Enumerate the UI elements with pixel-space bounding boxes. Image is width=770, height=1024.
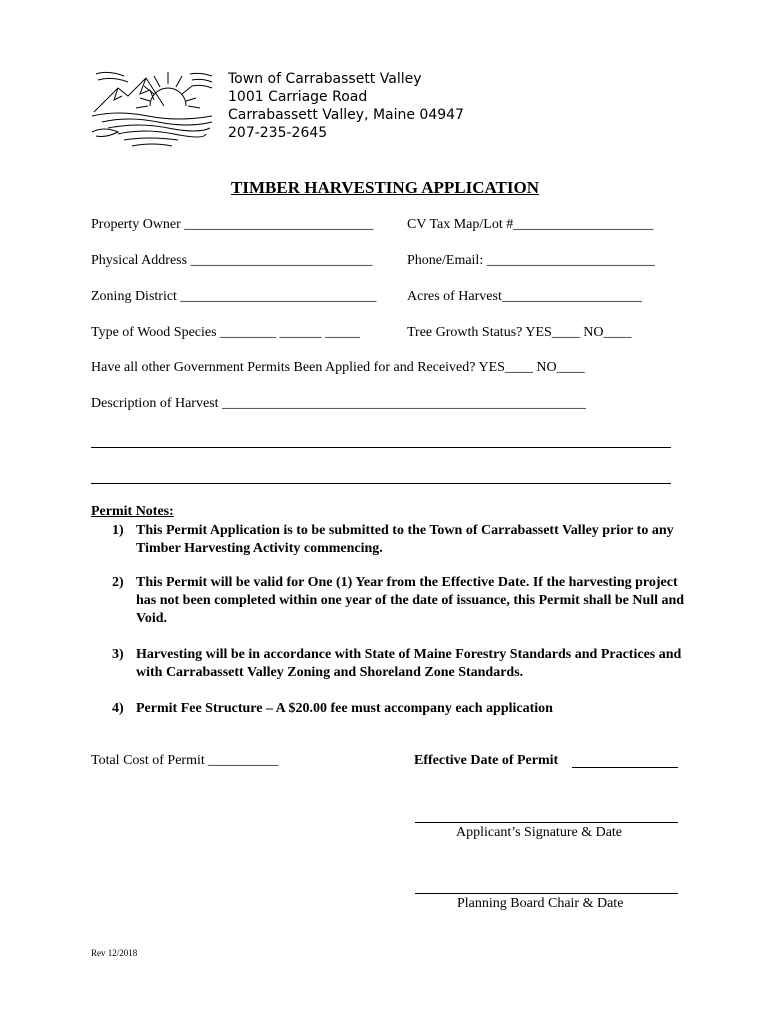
permit-note-2 [112, 574, 692, 630]
property-owner-field[interactable]: Property Owner ___________________________ [91, 217, 374, 232]
total-cost-field[interactable]: Total Cost of Permit __________ [91, 753, 279, 768]
note-text: Permit Fee Structure – A $20.00 fee must accompany each application [136, 701, 553, 716]
permit-note-1 [112, 522, 692, 562]
page-title: TIMBER HARVESTING APPLICATION [231, 178, 539, 197]
town-city: Carrabassett Valley, Maine 04947 [228, 107, 464, 123]
cv-tax-map-field[interactable]: CV Tax Map/Lot #____________________ [407, 217, 654, 232]
revision-label: Rev 12/2018 [91, 948, 138, 958]
effective-date-label: Effective Date of Permit [414, 753, 559, 768]
town-address-block [228, 70, 464, 142]
note-number: 4) [112, 701, 124, 716]
note-number: 3) [112, 647, 124, 662]
government-permits-field[interactable]: Have all other Government Permits Been Applied for and Received? YES____ NO____ [91, 360, 585, 375]
description-line-2[interactable] [91, 447, 671, 448]
acres-of-harvest-field[interactable]: Acres of Harvest____________________ [407, 289, 642, 304]
town-phone: 207-235-2645 [228, 125, 328, 141]
permit-note-4 [112, 700, 692, 720]
phone-email-field[interactable]: Phone/Email: ________________________ [407, 253, 655, 268]
applicant-signature-line[interactable] [415, 822, 678, 823]
description-of-harvest-field[interactable]: Description of Harvest ____________________________________________________ [91, 396, 587, 411]
town-logo [88, 66, 218, 152]
planning-board-signature-line[interactable] [415, 893, 678, 894]
note-text: This Permit will be valid for One (1) Year from the Effective Date. If the harvesting project has not been completed within one year of the date of issuance, this Permit shall be Null and Void. [136, 575, 685, 626]
town-name: Town of Carrabassett Valley [228, 71, 422, 87]
permit-note-3 [112, 646, 692, 686]
effective-date-line[interactable] [572, 767, 678, 768]
physical-address-field[interactable]: Physical Address __________________________ [91, 253, 373, 268]
zoning-district-field[interactable]: Zoning District ____________________________ [91, 289, 377, 304]
note-text: This Permit Application is to be submitted to the Town of Carrabassett Valley prior to any Timber Harvesting Activity commencing. [136, 523, 674, 556]
town-street: 1001 Carriage Road [228, 89, 368, 105]
note-number: 1) [112, 523, 124, 538]
note-number: 2) [112, 575, 124, 590]
permit-notes-heading: Permit Notes: [91, 504, 174, 519]
description-line-3[interactable] [91, 483, 671, 484]
wood-species-field[interactable]: Type of Wood Species ________ ______ _____ [91, 325, 361, 340]
tree-growth-status-field[interactable]: Tree Growth Status? YES____ NO____ [407, 325, 632, 340]
applicant-signature-caption: Applicant’s Signature & Date [456, 825, 623, 840]
note-text: Harvesting will be in accordance with State of Maine Forestry Standards and Practices and with Carrabassett Valley Zoning and Shoreland Zone Standards. [136, 647, 682, 680]
planning-board-signature-caption: Planning Board Chair & Date [457, 896, 624, 911]
